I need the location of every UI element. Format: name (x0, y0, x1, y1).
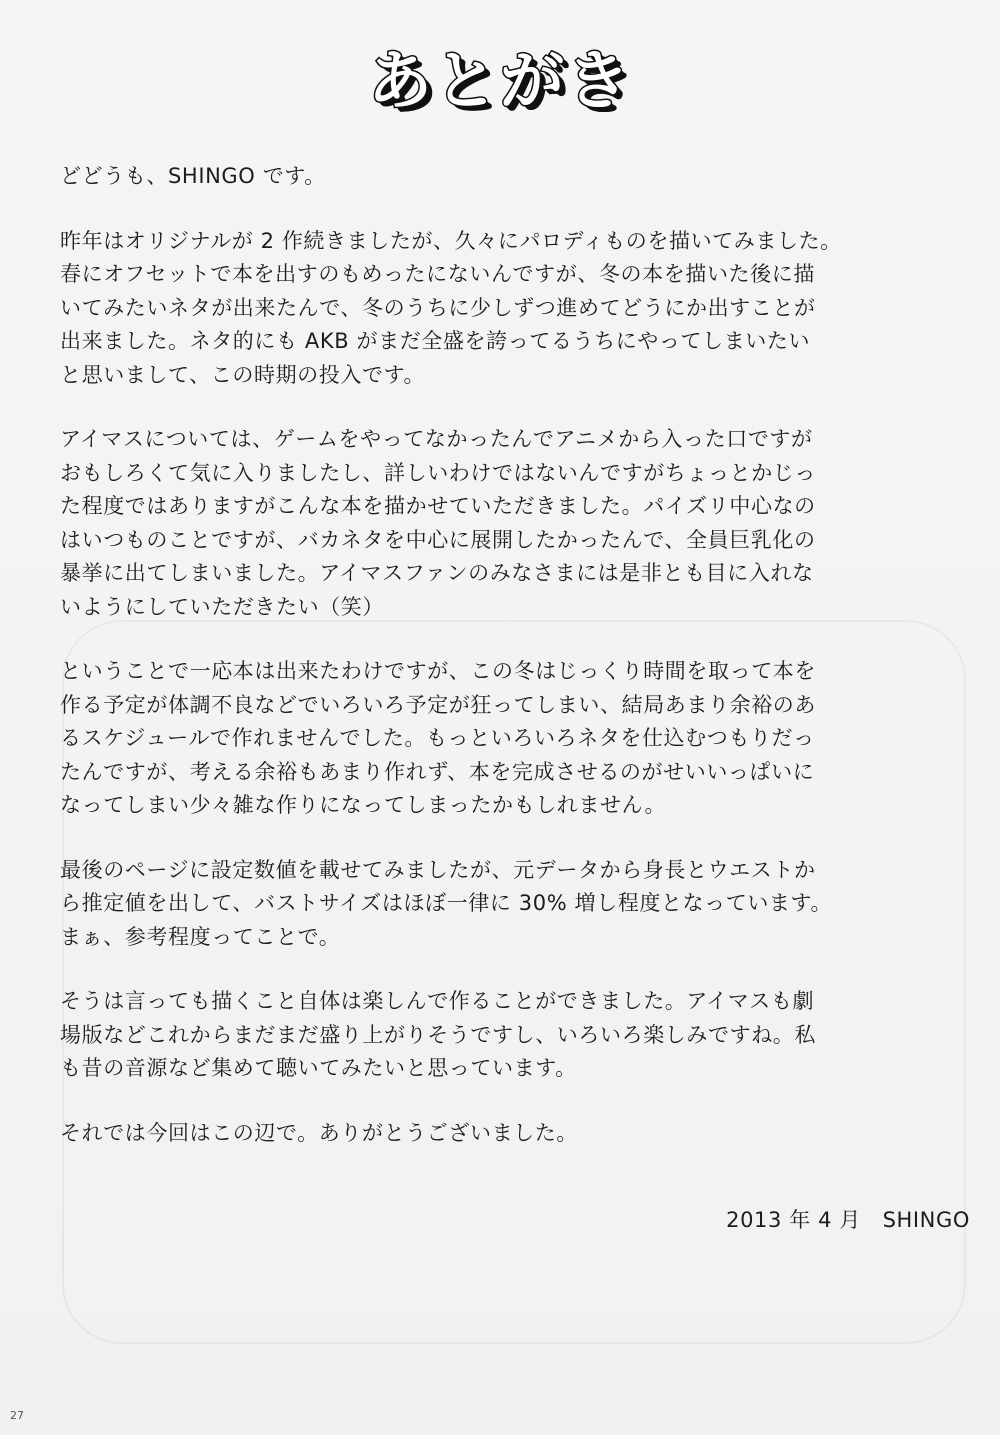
text-line: 出来ました。ネタ的にも AKB がまだ全盛を誇ってるうちにやってしまいたい (60, 329, 811, 353)
text-line: も昔の音源など集めて聴いてみたいと思っています。 (60, 1056, 577, 1080)
text-line: 最後のページに設定数値を載せてみましたが、元データから身長とウエストか (60, 857, 816, 882)
text-line: るスケジュールで作れませんでした。もっといろいろネタを仕込むつもりだっ (60, 726, 815, 750)
text-line: そうは言っても描くこと自体は楽しんで作ることができました。アイマスも劇 (60, 989, 815, 1013)
text-line: なってしまい少々雑な作りになってしまったかもしれません。 (60, 793, 667, 817)
paragraph (60, 985, 960, 1086)
text-line: 昨年はオリジナルが 2 作続きましたが、久々にパロディものを描いてみました。 (60, 228, 842, 253)
text-line: ら推定値を出して、バストサイズはほぼ一律に 30% 増し程度となっています。 (60, 891, 833, 915)
paragraph (60, 854, 960, 955)
text-line: 場版などこれからまだまだ盛り上がりそうですし、いろいろ楽しみですね。私 (60, 1022, 816, 1047)
signature-date: 2013 年 4 月 SHINGO (726, 1208, 970, 1232)
text-line: はいつものことですが、バカネタを中心に展開したかったんで、全員巨乳化の (60, 527, 816, 552)
paragraph (60, 655, 960, 823)
text-line: どどうも、SHINGO です。 (60, 164, 326, 188)
text-line: 春にオフセットで本を出すのもめったにないんですが、冬の本を描いた後に描 (60, 262, 815, 286)
page-title: あとがき (368, 45, 632, 119)
text-line: まぁ、参考程度ってことで。 (60, 924, 341, 949)
text-line: それでは今回はこの辺で。ありがとうございました。 (60, 1120, 578, 1145)
text-line: た程度ではありますがこんな本を描かせていただきました。パイズリ中心なの (60, 494, 816, 518)
text-line: 作る予定が体調不良などでいろいろ予定が狂ってしまい、結局あまり余裕のあ (60, 692, 816, 717)
text-line: おもしろくて気に入りましたし、詳しいわけではないんですがちょっとかじっ (60, 460, 816, 485)
paragraph (60, 423, 960, 624)
text-line: たんですが、考える余裕もあまり作れず、本を完成させるのがせいいっぱいに (60, 759, 815, 784)
text-line: 暴挙に出てしまいました。アイマスファンのみなさまには是非とも目に入れな (60, 561, 814, 585)
paragraph (60, 1117, 960, 1151)
page-number: 27 (10, 1409, 24, 1422)
afterword-body (60, 160, 960, 1181)
text-line: いてみたいネタが出来たんで、冬のうちに少しずつ進めてどうにか出すことが (60, 295, 816, 320)
text-line: アイマスについては、ゲームをやってなかったんでアニメから入った口ですが (60, 427, 813, 451)
text-line: いようにしていただきたい（笑） (60, 594, 384, 619)
paragraph (60, 160, 960, 194)
paragraph (60, 225, 960, 393)
text-line: と思いまして、この時期の投入です。 (60, 362, 426, 387)
text-line: ということで一応本は出来たわけですが、この冬はじっくり時間を取って本を (60, 659, 816, 683)
